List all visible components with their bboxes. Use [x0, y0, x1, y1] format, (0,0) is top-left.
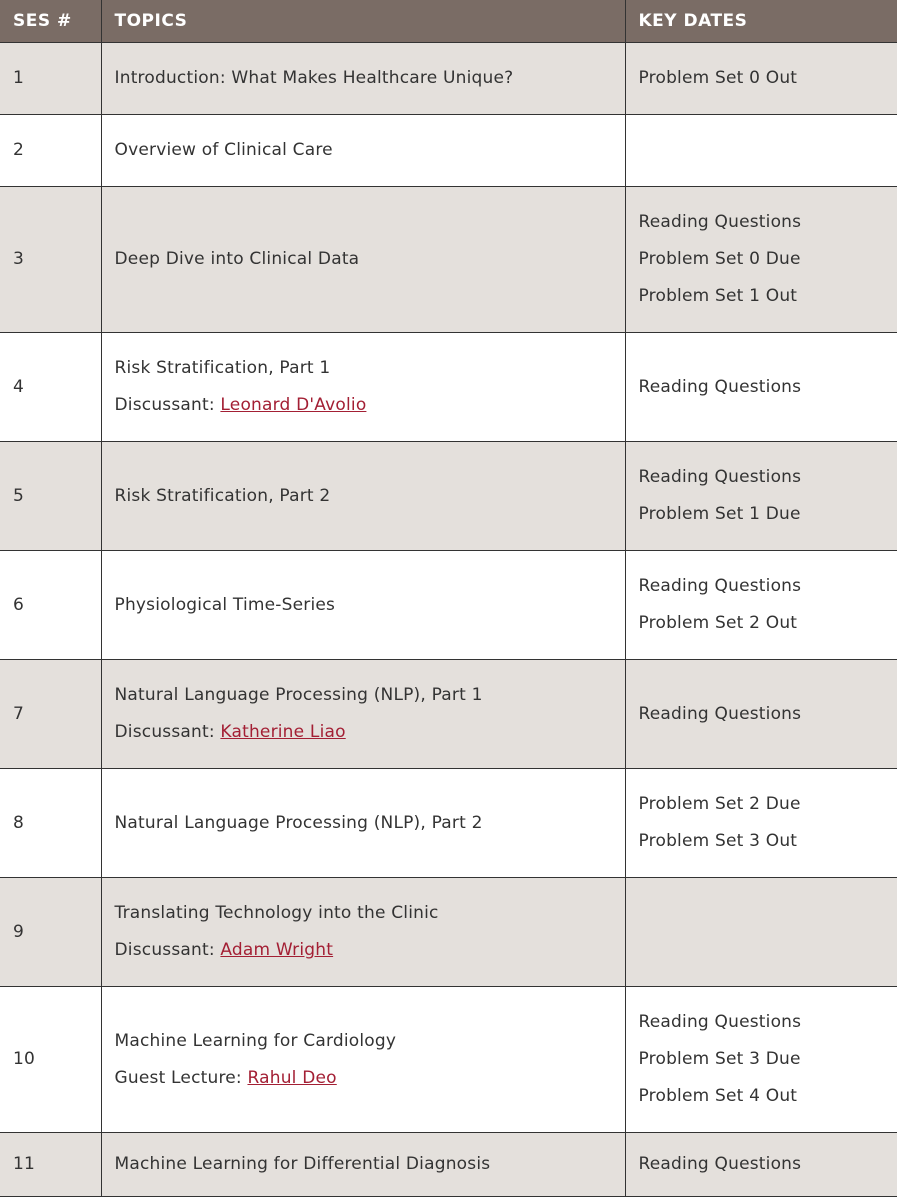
schedule-body — [0, 43, 897, 1197]
header-row — [0, 0, 897, 43]
person-role-label: Guest Lecture: — [114, 1067, 248, 1088]
key-date-item: Problem Set 0 Due — [638, 249, 801, 269]
topic-person-line — [115, 1060, 612, 1097]
person-role-label: Discussant: — [114, 722, 221, 742]
table-row — [0, 333, 897, 442]
table-row — [0, 551, 897, 660]
key-date-item: Reading Questions — [638, 467, 802, 487]
topic-cell — [101, 43, 625, 115]
header-topics: TOPICS — [101, 0, 625, 43]
topic-cell — [101, 987, 625, 1133]
key-date-item: Problem Set 0 Out — [638, 68, 798, 88]
topic-cell — [101, 187, 625, 333]
topic-cell — [101, 878, 625, 987]
session-number: 2 — [0, 115, 101, 187]
table-row — [0, 878, 897, 987]
topic-person-line — [115, 387, 612, 424]
header-ses: SES # — [0, 0, 101, 43]
table-row — [0, 43, 897, 115]
key-dates-cell — [625, 987, 897, 1133]
key-date-item: Problem Set 1 Due — [638, 504, 801, 524]
key-date-item: Problem Set 3 Out — [638, 831, 798, 851]
topic-person-line — [115, 932, 612, 969]
key-date-item: Problem Set 3 Due — [638, 1049, 801, 1069]
topic-title: Translating Technology into the Clinic — [114, 903, 439, 923]
table-row — [0, 442, 897, 551]
topic-title: Physiological Time-Series — [114, 594, 336, 615]
table-row — [0, 1133, 897, 1197]
key-dates-cell — [625, 333, 897, 442]
session-number: 5 — [0, 442, 101, 551]
person-link[interactable]: Adam Wright — [220, 940, 334, 960]
topic-title: Machine Learning for Differential Diagnosis — [114, 1154, 491, 1174]
topic-title: Overview of Clinical Care — [114, 140, 333, 160]
session-number: 8 — [0, 769, 101, 878]
person-link[interactable]: Leonard D'Avolio — [220, 395, 367, 415]
key-dates-cell — [625, 43, 897, 115]
session-number: 4 — [0, 333, 101, 442]
header-key-dates: KEY DATES — [625, 0, 897, 43]
topic-cell — [101, 551, 625, 660]
topic-cell — [101, 442, 625, 551]
key-date-item: Reading Questions — [638, 376, 802, 397]
session-number: 11 — [0, 1133, 101, 1197]
key-date-item: Reading Questions — [638, 1012, 802, 1032]
topic-title: Risk Stratification, Part 2 — [114, 485, 331, 506]
topic-cell — [101, 660, 625, 769]
topic-cell — [101, 1133, 625, 1197]
person-role-label: Discussant: — [114, 395, 221, 415]
topic-title: Natural Language Processing (NLP), Part 2 — [114, 812, 483, 833]
session-number: 9 — [0, 878, 101, 987]
key-dates-cell — [625, 442, 897, 551]
key-dates-cell — [625, 769, 897, 878]
topic-title: Risk Stratification, Part 1 — [114, 358, 331, 378]
person-link[interactable]: Katherine Liao — [220, 722, 346, 742]
key-date-item: Reading Questions — [638, 212, 802, 232]
table-row — [0, 660, 897, 769]
key-date-item: Reading Questions — [638, 703, 802, 724]
session-number: 7 — [0, 660, 101, 769]
table-row — [0, 187, 897, 333]
table-row — [0, 115, 897, 187]
session-number: 1 — [0, 43, 101, 115]
key-date-item: Problem Set 2 Due — [638, 794, 801, 814]
session-number: 10 — [0, 987, 101, 1133]
topic-title: Machine Learning for Cardiology — [114, 1030, 397, 1051]
topic-title: Deep Dive into Clinical Data — [114, 249, 360, 269]
key-dates-cell — [625, 551, 897, 660]
topic-cell — [101, 769, 625, 878]
topic-cell — [101, 115, 625, 187]
session-number: 6 — [0, 551, 101, 660]
topic-person-line — [115, 714, 612, 751]
topic-title: Natural Language Processing (NLP), Part 1 — [114, 685, 483, 705]
key-dates-cell — [625, 878, 897, 987]
key-dates-cell — [625, 660, 897, 769]
topic-title: Introduction: What Makes Healthcare Unique? — [114, 68, 514, 88]
table-row — [0, 987, 897, 1133]
person-role-label: Discussant: — [114, 940, 221, 960]
key-dates-cell — [625, 115, 897, 187]
key-dates-cell — [625, 187, 897, 333]
topic-cell — [101, 333, 625, 442]
key-date-item: Problem Set 1 Out — [638, 286, 798, 306]
key-date-item: Problem Set 2 Out — [638, 613, 798, 633]
table-row — [0, 769, 897, 878]
person-link[interactable]: Rahul Deo — [247, 1067, 337, 1088]
key-date-item: Reading Questions — [638, 1154, 802, 1174]
key-date-item: Problem Set 4 Out — [638, 1086, 798, 1106]
key-dates-cell — [625, 1133, 897, 1197]
session-number: 3 — [0, 187, 101, 333]
key-date-item: Reading Questions — [638, 576, 802, 596]
